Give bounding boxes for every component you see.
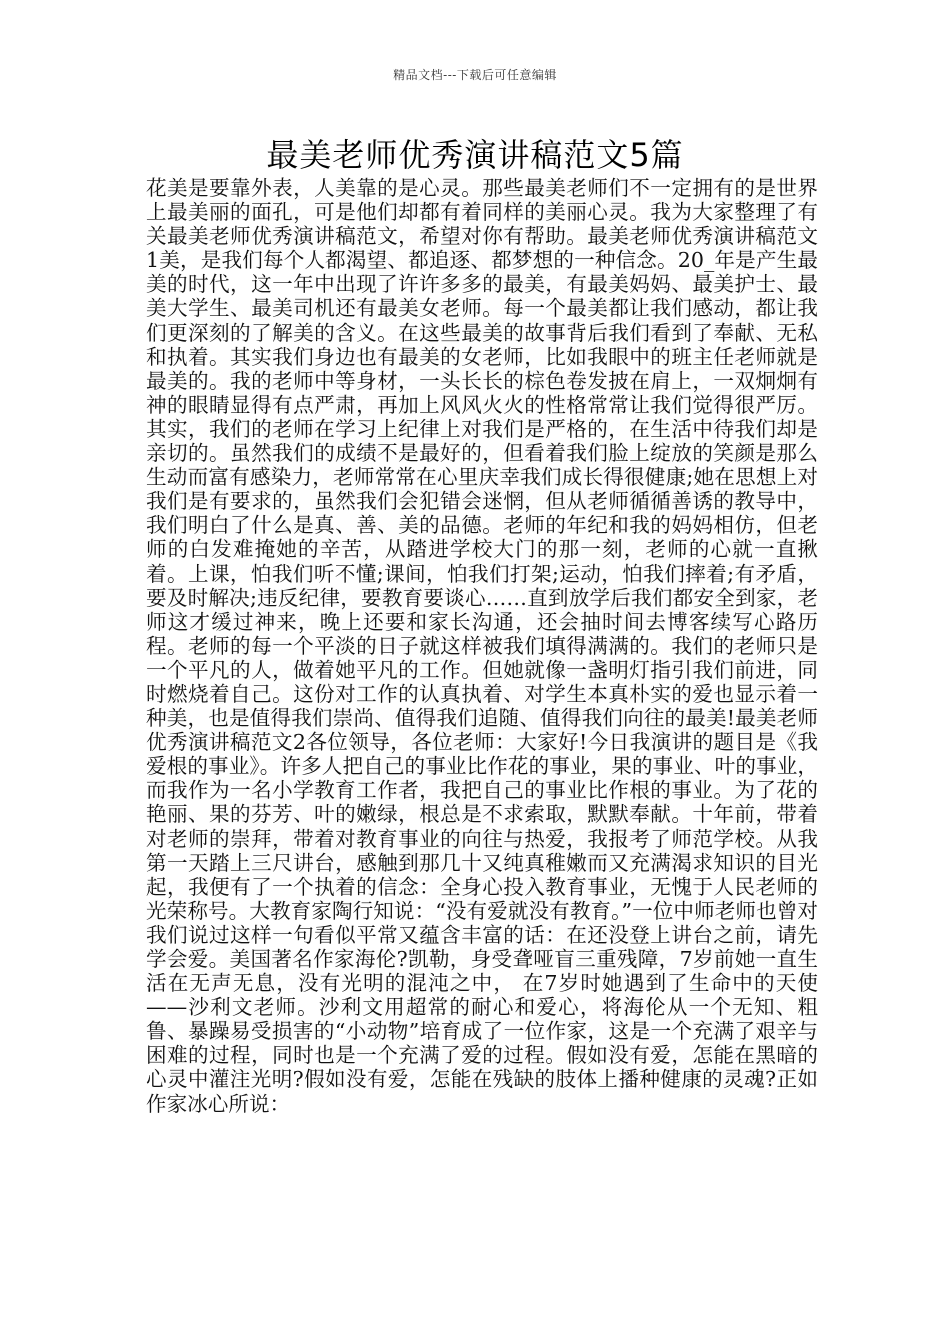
document-title: 最美老师优秀演讲稿范文5篇: [266, 136, 684, 174]
header-note: 精品文档---下载后可任意编辑: [393, 68, 557, 82]
document-body-paragraph: 花美是要靠外表，人美靠的是心灵。那些最美老师们不一定拥有的是世界上最美丽的面孔，可是他们却都有着同样的美丽心灵。我为大家整理了有关最美老师优秀演讲稿范文，希望对你有帮助。最美老师优秀演讲稿范文1美，是我们每个人都渴望、都追逐、都梦想的一种信念。20_年是产生最美的时代，这一年中出现了许许多多的最美，有最美妈妈、最美护士、最美大学生、最美司机还有最美女老师。每一个最美都让我们感动，都让我们更深刻的了解美的含义。在这些最美的故事背后我们看到了奉献、无私和执着。其实我们身边也有最美的女老师，比如我眼中的班主任老师就是最美的。我的老师中等身材，一头长长的棕色卷发披在肩上，一双炯炯有神的眼睛显得有点严肃，再加上风风火火的性格常常让我们觉得很严厉。其实，我们的老师在学习上纪律上对我们是严格的，在生活中待我们却是亲切的。虽然我们的成绩不是最好的，但看着我们脸上绽放的笑颜是那么生动而富有感染力，老师常常在心里庆幸我们成长得很健康;她在思想上对我们是有要求的，虽然我们会犯错会迷惘，但从老师循循善诱的教导中，我们明白了什么是真、善、美的品德。老师的年纪和我的妈妈相仿，但老师的白发难掩她的辛苦，从踏进学校大门的那一刻，老师的心就一直揪着。上课，怕我们听不懂;课间，怕我们打架;运动，怕我们摔着;有矛盾，要及时解决;违反纪律，要教育要谈心……直到放学后我们都安全到家，老师这才缓过神来，晚上还要和家长沟通，还会抽时间去博客续写心路历程。老师的每一个平淡的日子就这样被我们填得满满的。我们的老师只是一个平凡的人，做着她平凡的工作。但她就像一盏明灯指引我们前进，同时燃烧着自己。这份对工作的认真执着、对学生本真朴实的爱也显示着一种美，也是值得我们崇尚、值得我们追随、值得我们向往的最美!最美老师优秀演讲稿范文2各位领导，各位老师：大家好!今日我演讲的题目是《我爱根的事业》。许多人把自己的事业比作花的事业，果的事业、叶的事业，而我作为一名小学教育工作者，我把自己的事业比作根的事业。为了花的艳丽、果的芬芳、叶的嫩绿，根总是不求索取，默默奉献。十年前，带着对老师的崇拜，带着对教育事业的向往与热爱，我报考了师范学校。从我第一天踏上三尺讲台，感触到那几十又纯真稚嫩而又充满渴求知识的目光起，我便有了一个执着的信念：全身心投入教育事业，无愧于人民老师的光荣称号。大教育家陶行知说：“没有爱就没有教育。”一位中师老师也曾对我们说过这样一句看似平常又蕴含丰富的话：在还没登上讲台之前，请先学会爱。美国著名作家海伦?凯勒，身受聋哑盲三重残障，7岁前她一直生活在无声无息，没有光明的混沌之中， 在7岁时她遇到了生命中的天使——沙利文老师。沙利文用超常的耐心和爱心，将海伦从一个无知、粗鲁、暴躁易受损害的“小动物”培育成了一位作家，这是一个充满了艰辛与困难的过程，同时也是一个充满了爱的过程。假如没有爱，怎能在黑暗的心灵中灌注光明?假如没有爱，怎能在残缺的肢体上播种健康的灵魂?正如作家冰心所说：: [146, 176, 818, 1116]
